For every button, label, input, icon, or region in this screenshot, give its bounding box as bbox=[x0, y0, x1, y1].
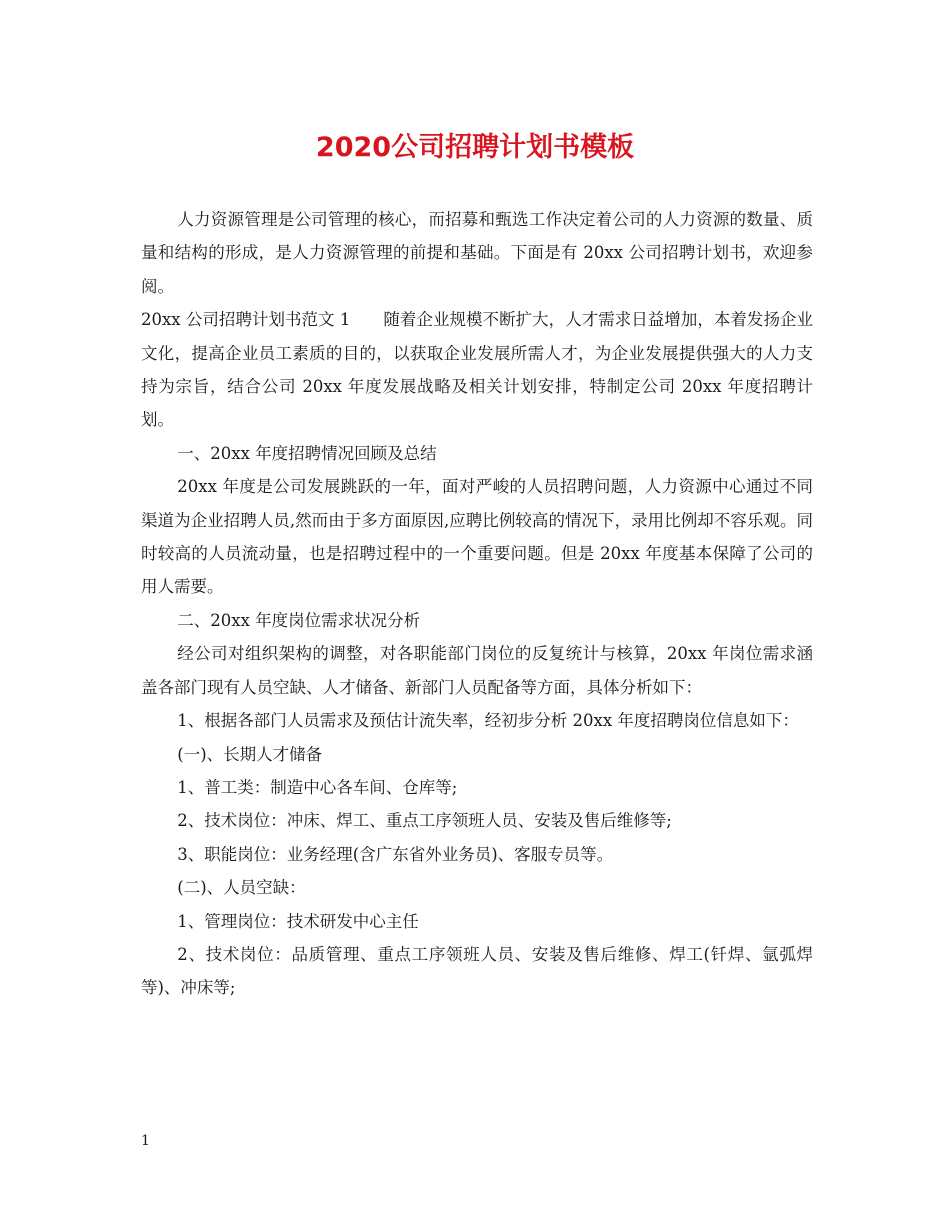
paragraph-review: 20xx 年度是公司发展跳跃的一年，面对严峻的人员招聘问题，人力资源中心通过不同渠道为企业招聘人员,然而由于多方面原因,应聘比例较高的情况下，录用比例却不容乐观。同时较高的人员流动量，也是招聘过程中的一个重要问题。但是 20xx 年度基本保障了公司的用人需要。 bbox=[141, 477, 813, 597]
subheading-long-term-reserve: (一)、长期人才储备 bbox=[177, 744, 323, 764]
list-item-management-positions: 1、管理岗位：技术研发中心主任 bbox=[177, 911, 419, 931]
paragraph-analysis: 经公司对组织架构的调整，对各职能部门岗位的反复统计与核算，20xx 年岗位需求涵盖各部门现有人员空缺、人才储备、新部门人员配备等方面，具体分析如下： bbox=[141, 644, 813, 697]
page-number: 1 bbox=[141, 1133, 150, 1149]
list-item-technical-positions: 2、技术岗位：冲床、焊工、重点工序领班人员、安装及售后维修等; bbox=[177, 811, 672, 831]
paragraph-sample-intro: 20xx 公司招聘计划书范文 1 随着企业规模不断扩大，人才需求日益增加，本着发扬企业文化，提高企业员工素质的目的，以获取企业发展所需人才，为企业发展提供强大的人力支持为宗旨，结合公司 20xx 年度发展战略及相关计划安排，特制定公司 20xx 年度招聘计划。 bbox=[141, 310, 813, 430]
section-heading-analysis: 二、20xx 年度岗位需求状况分析 bbox=[177, 610, 421, 630]
list-item-technical-vacancies: 2、技术岗位：品质管理、重点工序领班人员、安装及售后维修、焊工(钎焊、氩弧焊等)、冲床等; bbox=[141, 944, 813, 998]
section-heading-review: 一、20xx 年度招聘情况回顾及总结 bbox=[177, 443, 437, 463]
paragraph-demand-info: 1、根据各部门人员需求及预估计流失率，经初步分析 20xx 年度招聘岗位信息如下： bbox=[177, 711, 799, 731]
list-item-functional-positions: 3、职能岗位：业务经理(含广东省外业务员)、客服专员等。 bbox=[177, 844, 614, 864]
list-item-general-workers: 1、普工类：制造中心各车间、仓库等; bbox=[177, 777, 458, 797]
paragraph-intro: 人力资源管理是公司管理的核心，而招募和甄选工作决定着公司的人力资源的数量、质量和结构的形成，是人力资源管理的前提和基础。下面是有 20xx 公司招聘计划书，欢迎参阅。 bbox=[141, 210, 813, 296]
subheading-vacancies: (二)、人员空缺： bbox=[177, 878, 306, 898]
document-body bbox=[141, 203, 813, 1005]
document-title: 2020公司招聘计划书模板 bbox=[315, 132, 635, 163]
